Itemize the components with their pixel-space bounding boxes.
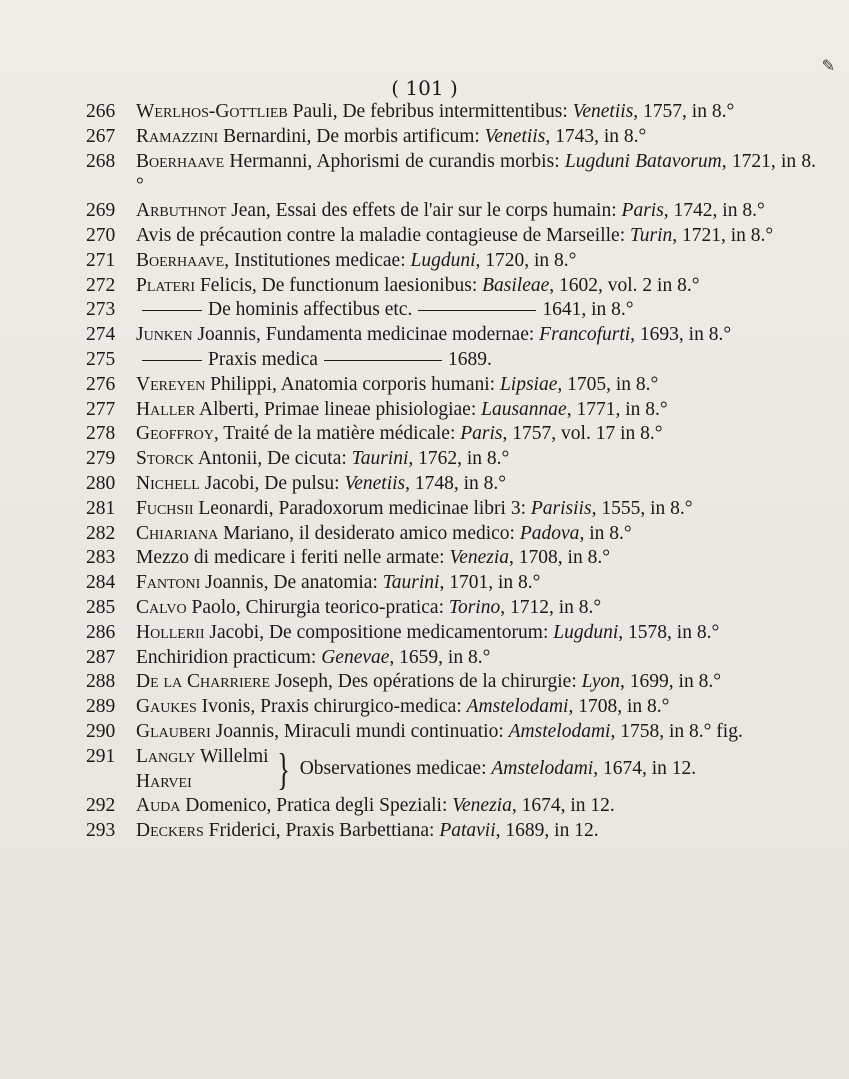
entry-283 <box>86 546 816 571</box>
entry-place: Venetiis <box>344 472 406 494</box>
entry-place: Amstelodami <box>508 720 611 742</box>
entry-title: Friderici, Praxis Barbettiana: <box>203 820 440 842</box>
entry-place: Venezia <box>449 547 510 569</box>
author-name: Chiariana <box>136 522 219 544</box>
author-name: Junken <box>136 324 193 346</box>
entry-275 <box>86 348 816 373</box>
entry-details: , in 8.° <box>579 522 632 544</box>
entry-title: Avis de précaution contre la maladie contagieuse de Marseille: <box>136 224 630 246</box>
entry-title: Philippi, Anatomia corporis humani: <box>205 373 500 395</box>
entry-details: , 1712, in 8.° <box>500 596 602 618</box>
entry-290 <box>86 720 816 745</box>
entry-place: Patavii <box>439 820 496 842</box>
ditto-rule <box>142 360 202 361</box>
entry-286 <box>86 621 816 646</box>
entry-title: Joannis, Miraculi mundi continuatio: <box>210 720 509 742</box>
author-name: Glauberi <box>136 720 211 742</box>
entry-number: 273 <box>86 299 116 321</box>
entry-277 <box>86 398 816 423</box>
entry-number: 284 <box>86 572 116 594</box>
entry-details: , 1705, in 8.° <box>557 373 659 395</box>
entry-place: Lipsiae <box>499 373 558 395</box>
entry-276 <box>86 373 816 398</box>
entry-number: 292 <box>86 795 116 817</box>
author-name: Fuchsii <box>136 497 194 519</box>
entry-details: , 1748, in 8.° <box>405 472 507 494</box>
entry-title: Pauli, De febribus intermittentibus: <box>287 101 573 122</box>
entry-details: , 1701, in 8.° <box>439 572 541 594</box>
entry-274 <box>86 323 816 348</box>
entry-title: Ivonis, Praxis chirurgico-medica: <box>196 696 467 718</box>
entry-number: 287 <box>86 646 116 668</box>
entry-list <box>86 100 816 844</box>
entry-details: , 1689, in 12. <box>495 820 599 842</box>
entry-details: , 1578, in 8.° <box>618 621 720 643</box>
entry-details: , 1771, in 8.° <box>566 398 668 420</box>
entry-number: 266 <box>86 101 116 122</box>
entry-place: Padova <box>519 522 580 544</box>
author-name: Hollerii <box>136 621 205 643</box>
entry-289 <box>86 695 816 720</box>
author-name: De la Charriere <box>136 671 271 693</box>
entry-place: Lausannae <box>481 398 567 420</box>
entry-number: 285 <box>86 596 116 618</box>
entry-place: Taurini <box>351 448 409 470</box>
entry-title: Jacobi, De compositione medicamentorum: <box>204 621 554 643</box>
entry-place: Lyon <box>581 671 621 693</box>
entry-293 <box>86 819 816 844</box>
entry-details: , 1720, in 8.° <box>475 249 577 271</box>
entry-details: , 1693, in 8.° <box>630 324 732 346</box>
entry-title: Mezzo di medicare i feriti nelle armate: <box>136 547 450 569</box>
page-number: ( 101 ) <box>391 76 458 100</box>
entry-details: , 1742, in 8.° <box>663 200 765 222</box>
author-name: Calvo <box>136 596 187 618</box>
entry-details: , 1674, in 12. <box>511 795 615 817</box>
entry-place: Lugduni <box>410 249 476 271</box>
author-name: Boerhaave <box>136 249 225 271</box>
entry-title: Paolo, Chirurgia teorico-pratica: <box>186 596 449 618</box>
entry-title: Felicis, De functionum laesionibus: <box>195 274 483 296</box>
entry-details: , 1699, in 8.° <box>620 671 722 693</box>
entry-title: De hominis affectibus etc. <box>208 299 413 321</box>
entry-269 <box>86 199 816 224</box>
entry-details: , 1743, in 8.° <box>545 125 647 147</box>
author-name: Vereyen <box>136 373 206 395</box>
entry-267 <box>86 125 816 150</box>
entry-place: Francofurti <box>539 324 631 346</box>
entry-number: 280 <box>86 472 116 494</box>
entry-title: Jean, Essai des effets de l'air sur le corps humain: <box>226 200 622 222</box>
author-name: Fantoni <box>136 572 201 594</box>
entry-details: 1689. <box>447 348 492 370</box>
entry-number: 279 <box>86 448 116 470</box>
entry-number: 291 <box>86 745 116 767</box>
author-name: Geoffroy <box>136 423 214 445</box>
entry-details: , 1674, in 12. <box>593 758 697 780</box>
entry-details: , 1708, in 8.° <box>509 547 611 569</box>
entry-number: 282 <box>86 522 116 544</box>
entry-details: , 1721, in 8.° <box>136 150 816 197</box>
author-name: Boerhaave <box>136 150 225 172</box>
author-name: Harvei <box>136 770 192 792</box>
entry-place: Lugduni Batavorum <box>564 150 722 172</box>
author-name: Nichell <box>136 472 200 494</box>
entry-number: 278 <box>86 423 116 445</box>
entry-place: Turin <box>629 224 673 246</box>
corner-mark: ✎ <box>821 56 835 75</box>
entry-details: , 1555, in 8.° <box>591 497 693 519</box>
entry-291 <box>86 745 816 795</box>
entry-273 <box>86 298 816 323</box>
brace-glyph: } <box>276 744 290 794</box>
author-name: Werlhos-Gottlieb <box>136 101 288 122</box>
entry-title: Mariano, il desiderato amico medico: <box>218 522 520 544</box>
entry-details: , 1757, in 8.° <box>633 101 735 122</box>
entry-281 <box>86 497 816 522</box>
author-name: Arbuthnot <box>136 200 227 222</box>
entry-number: 290 <box>86 720 116 742</box>
entry-place: Torino <box>448 596 501 618</box>
entry-number: 268 <box>86 150 116 172</box>
entry-place: Amstelodami <box>491 758 594 780</box>
entry-number: 277 <box>86 398 116 420</box>
entry-280 <box>86 472 816 497</box>
entry-title: , Institutiones medicae: <box>224 249 411 271</box>
entry-title: Joseph, Des opérations de la chirurgie: <box>270 671 582 693</box>
entry-place: Amstelodami <box>466 696 569 718</box>
entry-details: , 1659, in 8.° <box>389 646 491 668</box>
entry-place: Paris <box>621 200 664 222</box>
entry-title: Leonardi, Paradoxorum medicinae libri 3: <box>193 497 531 519</box>
entry-details: , 1762, in 8.° <box>408 448 510 470</box>
entry-title: Jacobi, De pulsu: <box>199 472 345 494</box>
entry-284 <box>86 571 816 596</box>
entry-title: Joannis, De anatomia: <box>200 572 383 594</box>
author-name: Storck <box>136 448 195 470</box>
entry-place: Venetiis <box>572 101 634 122</box>
entry-288 <box>86 670 816 695</box>
entry-place: Lugduni <box>553 621 619 643</box>
ditto-rule <box>324 360 442 361</box>
entry-number: 289 <box>86 696 116 718</box>
entry-title: Praxis medica <box>208 348 318 370</box>
entry-place: Paris <box>460 423 503 445</box>
entry-282 <box>86 522 816 547</box>
entry-number: 274 <box>86 324 116 346</box>
entry-271 <box>86 249 816 274</box>
author-group <box>136 745 269 795</box>
entry-place: Parisiis <box>530 497 592 519</box>
entry-number: 272 <box>86 274 116 296</box>
entry-place: Venetiis <box>484 125 546 147</box>
entry-title: Observationes medicae: <box>299 758 492 780</box>
entry-title: Domenico, Pratica degli Speziali: <box>180 795 453 817</box>
entry-title: Antonii, De cicuta: <box>194 448 352 470</box>
author-name: Plateri <box>136 274 196 296</box>
entry-number: 269 <box>86 200 116 222</box>
entry-place: Basileae <box>482 274 550 296</box>
entry-266 <box>86 100 816 125</box>
entry-number: 276 <box>86 373 116 395</box>
entry-278 <box>86 422 816 447</box>
entry-place: Venezia <box>452 795 512 817</box>
ditto-rule <box>142 310 202 311</box>
entry-details: , 1708, in 8.° <box>568 696 670 718</box>
author-name: Haller <box>136 398 196 420</box>
entry-place: Taurini <box>382 572 440 594</box>
entry-details: , 1757, vol. 17 in 8.° <box>502 423 663 445</box>
entry-details: , 1602, vol. 2 in 8.° <box>549 274 700 296</box>
entry-292 <box>86 794 816 819</box>
entry-details: , 1758, in 8.° fig. <box>610 720 743 742</box>
entry-number: 271 <box>86 249 116 271</box>
entry-details: 1641, in 8.° <box>542 299 634 321</box>
author-name: Auda <box>136 795 181 817</box>
entry-number: 270 <box>86 224 116 246</box>
entry-title: Bernardini, De morbis artificum: <box>218 125 485 147</box>
entry-number: 293 <box>86 820 116 842</box>
author-name: Langly <box>136 745 196 767</box>
entry-287 <box>86 646 816 671</box>
author-given: Willelmi <box>195 745 269 767</box>
entry-title: Alberti, Primae lineae phisiologiae: <box>195 398 482 420</box>
entry-272 <box>86 274 816 299</box>
author-name: Gaukes <box>136 696 197 718</box>
entry-number: 281 <box>86 497 116 519</box>
entry-number: 275 <box>86 348 116 370</box>
entry-285 <box>86 596 816 621</box>
author-name: Ramazzini <box>136 125 219 147</box>
entry-place: Genevae <box>321 646 390 668</box>
author-name: Deckers <box>136 820 204 842</box>
entry-title: , Traité de la matière médicale: <box>213 423 461 445</box>
entry-title: Joannis, Fundamenta medicinae modernae: <box>192 324 540 346</box>
entry-number: 286 <box>86 621 116 643</box>
entry-number: 267 <box>86 125 116 147</box>
entry-title: Enchiridion practicum: <box>136 646 322 668</box>
ditto-rule <box>418 310 536 311</box>
entry-title: Hermanni, Aphorismi de curandis morbis: <box>224 150 565 172</box>
entry-279 <box>86 447 816 472</box>
entry-268 <box>86 150 816 200</box>
entry-details: , 1721, in 8.° <box>672 224 774 246</box>
entry-number: 283 <box>86 547 116 569</box>
entry-270 <box>86 224 816 249</box>
entry-number: 288 <box>86 671 116 693</box>
